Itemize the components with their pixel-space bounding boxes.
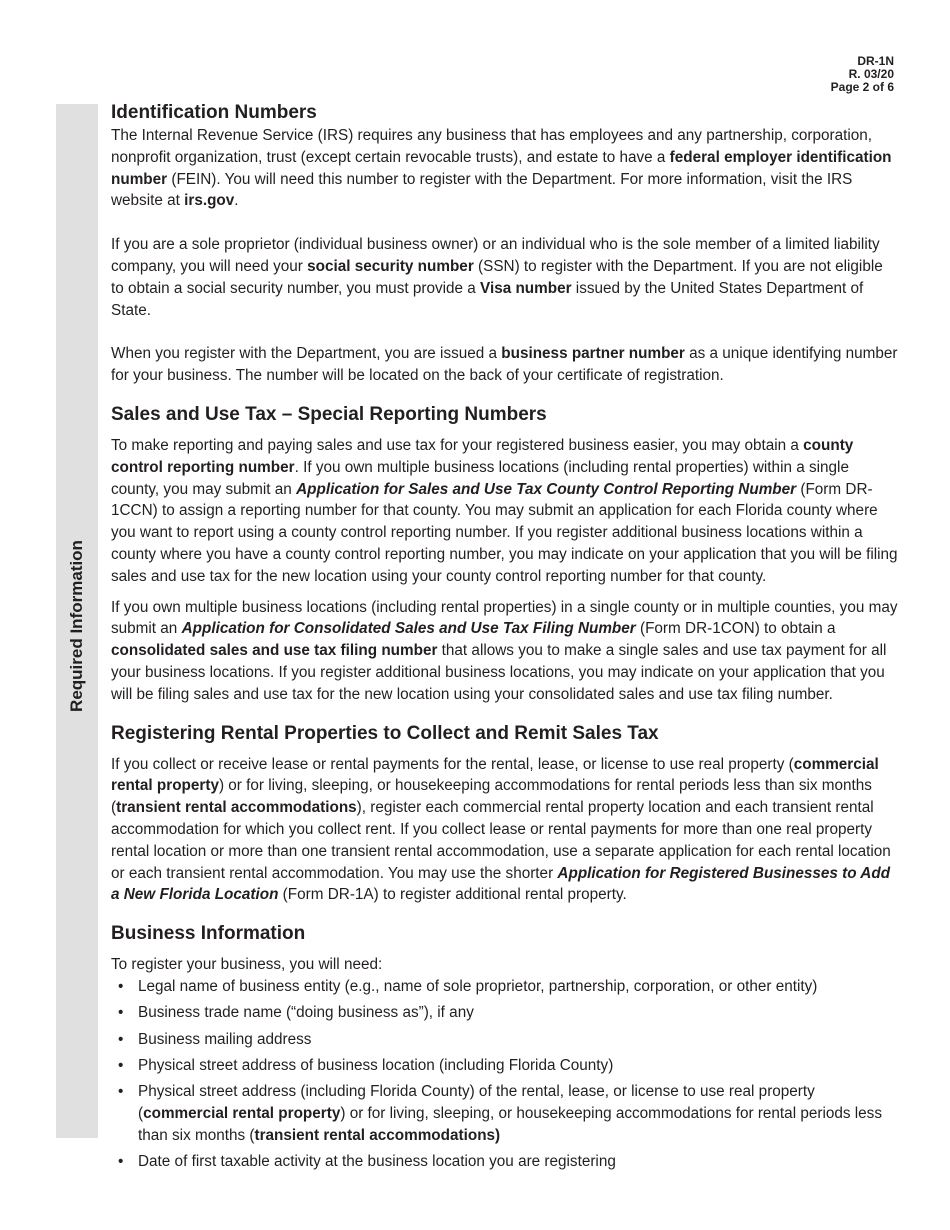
bullet: • bbox=[118, 1083, 124, 1101]
side-label-wrap bbox=[56, 104, 98, 1138]
form-number: DR-1N bbox=[857, 54, 894, 68]
paragraph-fein: The Internal Revenue Service (IRS) requires any business that has employees and any partnership, corporation, nonprofit organization, trust (except certain revocable trusts), and estate to have a federal employer identification number (FEIN). You will need this number to register with the Department. For more information, visit the IRS website at irs.gov. bbox=[111, 127, 892, 210]
list-item: • Physical street address of business location (including Florida County) bbox=[111, 1055, 899, 1077]
bullet: • bbox=[118, 977, 124, 995]
form-identifier bbox=[831, 55, 894, 94]
bullet: • bbox=[118, 1004, 124, 1022]
side-bar bbox=[56, 104, 98, 1138]
paragraph-bpn: When you register with the Department, you are issued a business partner number as a unique identifying number for your business. The number will be located on the back of your certificate of registration. bbox=[111, 345, 898, 385]
business-intro: To register your business, you will need: bbox=[111, 956, 383, 974]
list-item: • Physical street address (including Florida County) of the rental, lease, or license to use real property (commercial rental property) or for living, sleeping, or housekeeping accommodations for rental periods less than six months (transient rental accommodations) bbox=[118, 1083, 882, 1144]
form-revision: R. 03/20 bbox=[848, 67, 894, 81]
section-title-business: Business Information bbox=[111, 923, 306, 945]
section-title-sales-use: Sales and Use Tax – Special Reporting Numbers bbox=[111, 403, 547, 425]
paragraph-county-control: To make reporting and paying sales and use tax for your registered business easier, you may obtain a county control reporting number. If you own multiple business locations (including rental properties) within a single county, you may submit an Application for Sales and Use Tax County Control Reporting Number (Form DR-1CCN) to assign a reporting number for that county. You may submit an application for each Florida county where you want to report using a county control reporting number. If you register additional business locations within a county where you have a county control reporting number, you may indicate on your application that you will be filing sales and use tax for the new location using your county control reporting number for that county. bbox=[111, 436, 898, 585]
list-item: • Business mailing address bbox=[111, 1029, 899, 1051]
main-content bbox=[111, 101, 899, 1177]
irs-website: irs.gov bbox=[184, 192, 235, 210]
paragraph-ssn: If you are a sole proprietor (individual business owner) or an individual who is the sole member of a limited liability company, you will need your social security number (SSN) to register with the Department. If you are not eligible to obtain a social security number, you must provide a Visa number issued by the United States Department of State. bbox=[111, 236, 883, 319]
business-requirements-list bbox=[111, 976, 899, 1173]
section-title-identification: Identification Numbers bbox=[111, 102, 317, 123]
list-item: • Legal name of business entity (e.g., name of sole proprietor, partnership, corporation, or other entity) bbox=[111, 976, 899, 998]
list-item: • Business trade name (“doing business as”), if any bbox=[111, 1002, 899, 1024]
list-item: • Date of first taxable activity at the business location you are registering bbox=[111, 1151, 899, 1173]
bullet: • bbox=[118, 1030, 124, 1048]
page-number: Page 2 of 6 bbox=[830, 80, 894, 94]
paragraph-consolidated: If you own multiple business locations (including rental properties) in a single county or in multiple counties, you may submit an Application for Consolidated Sales and Use Tax Filing Number (Form DR-1CON) to obtain a consolidated sales and use tax filing number that allows you to make a single sales and use tax payment for all your business locations. If you register additional business locations, you may indicate on your application that you will be filing sales and use tax for the new location using your consolidated sales and use tax filing number. bbox=[111, 598, 898, 703]
side-label: Required Information bbox=[67, 540, 86, 712]
bullet: • bbox=[118, 1152, 124, 1170]
section-title-rental: Registering Rental Properties to Collect and Remit Sales Tax bbox=[111, 722, 659, 744]
bullet: • bbox=[118, 1056, 124, 1074]
paragraph-rental: If you collect or receive lease or rental payments for the rental, lease, or license to use real property (commercial rental property) or for living, sleeping, or housekeeping accommodations for rental periods less than six months (transient rental accommodations), register each commercial rental property location and each transient rental accommodation for which you collect rent. If you collect lease or rental payments for more than one real property rental location or more than one transient rental accommodation, use a separate application for each rental location or each transient rental accommodation. You may use the shorter Application for Registered Businesses to Add a New Florida Location (Form DR-1A) to register additional rental property. bbox=[111, 755, 891, 904]
